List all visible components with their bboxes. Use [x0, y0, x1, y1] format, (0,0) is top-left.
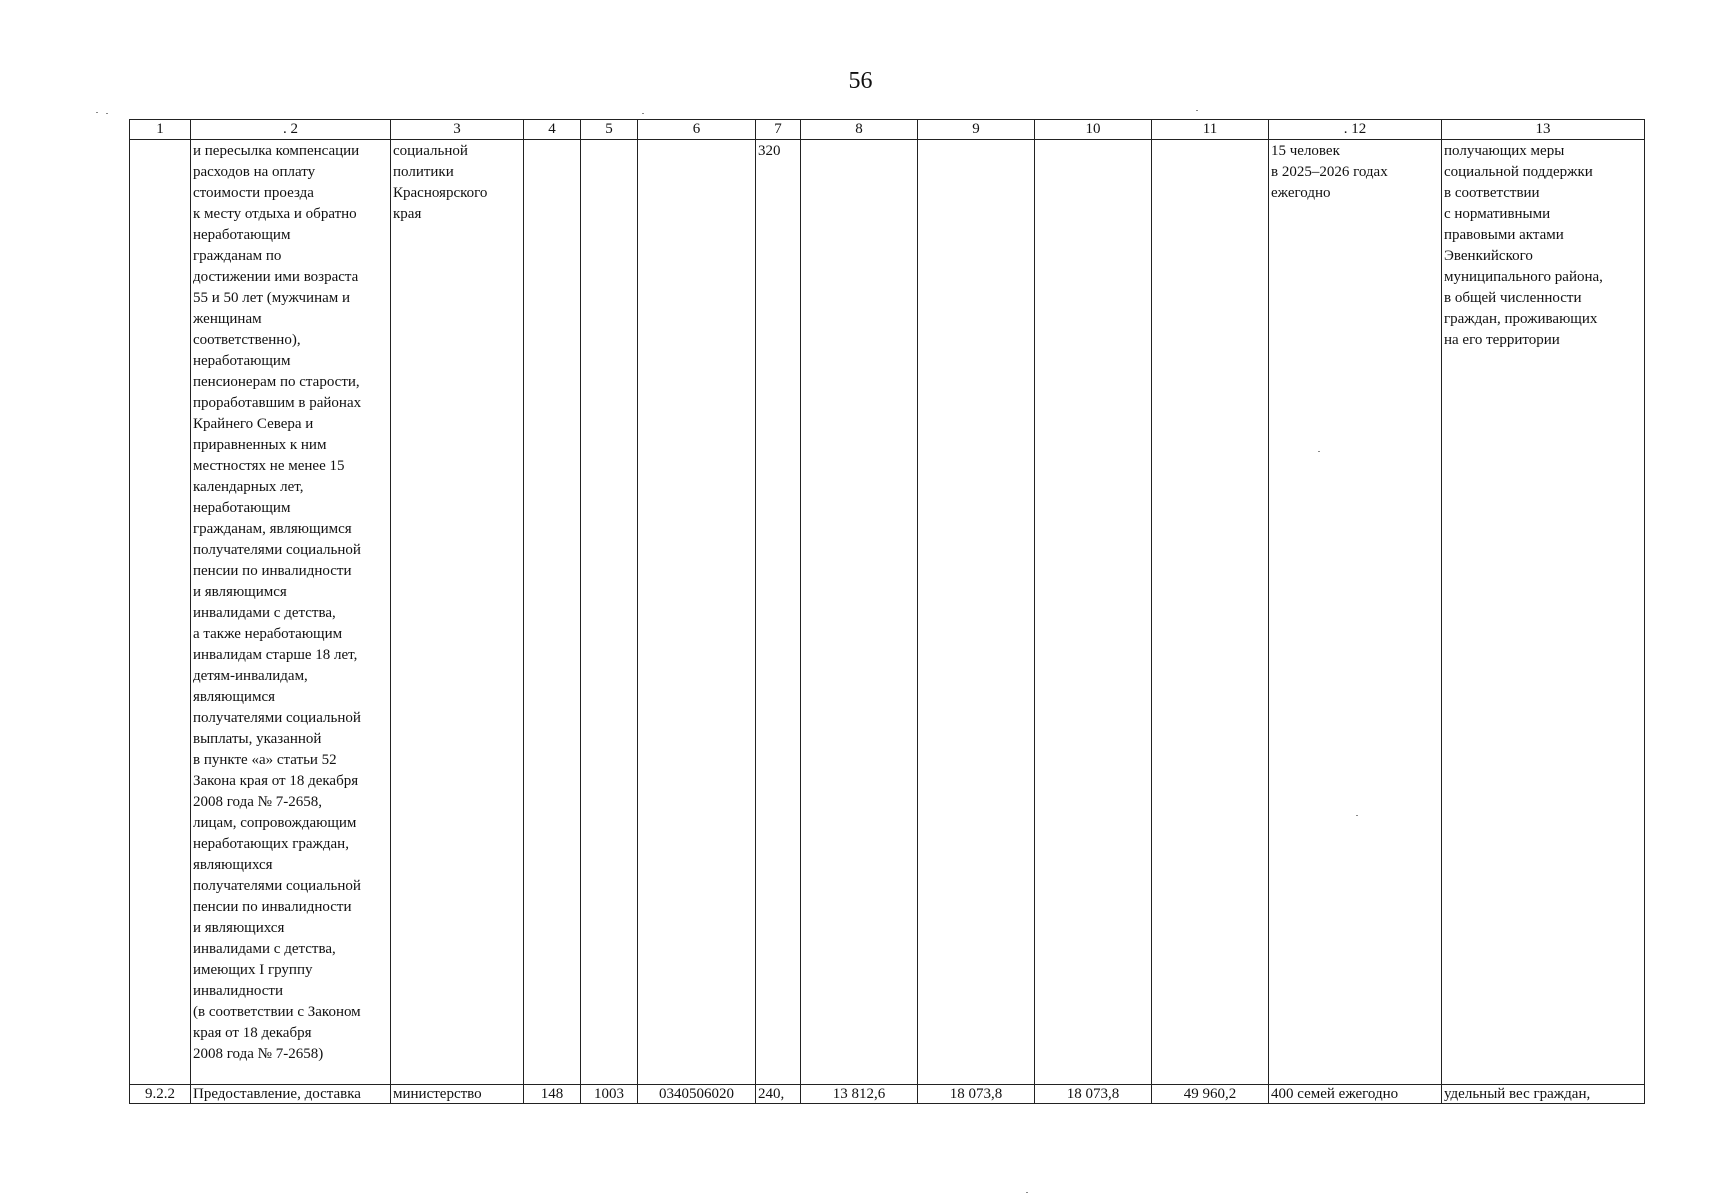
cell-col4	[524, 140, 581, 1085]
cell-expected-result: 400 семей ежегодно	[1269, 1085, 1442, 1104]
cell-item-number: 9.2.2	[130, 1085, 191, 1104]
header-cell-12: . 12	[1269, 120, 1442, 140]
table-row-9-2-2	[130, 1085, 1645, 1104]
cell-indicator: получающих меры социальной поддержки в соответствии с нормативными правовыми актами Эвенкийского муниципального района, в общей численности граждан, проживающих на его территории	[1442, 140, 1645, 1085]
header-cell-8: 8	[801, 120, 918, 140]
cell-target-article: 0340506020	[638, 1085, 756, 1104]
column-number-header-row	[130, 120, 1645, 140]
cell-amount-total: 49 960,2	[1152, 1085, 1269, 1104]
header-cell-9: 9	[918, 120, 1035, 140]
header-cell-6: 6	[638, 120, 756, 140]
cell-indicator: удельный вес граждан,	[1442, 1085, 1645, 1104]
cell-col8	[801, 140, 918, 1085]
cell-amount-col9: 18 073,8	[918, 1085, 1035, 1104]
scan-speck	[1356, 815, 1358, 816]
header-cell-7: 7	[756, 120, 801, 140]
cell-responsible-body: социальной политики Красноярского края	[391, 140, 524, 1085]
cell-activity-description: и пересылка компенсации расходов на оплату стоимости проезда к месту отдыха и обратно неработающим гражданам по достижении ими возраста 55 и 50 лет (мужчинам и женщинам соответственно), неработающим пенсионерам по старости, проработавшим в районах Крайнего Севера и приравненных к ним местностях не менее 15 календарных лет, неработающим гражданам, являющимся получателями социальной пенсии по инвалидности и являющимся инвалидами с детства, а также неработающим инвалидам старше 18 лет, детям-инвалидам, являющимся получателями социальной выплаты, указанной в пункте «а» статьи 52 Закона края от 18 декабря 2008 года № 7-2658, лицам, сопровождающим неработающих граждан, являющихся получателями социальной пенсии по инвалидности и являющихся инвалидами с детства, имеющих I группу инвалидности (в соответствии с Законом края от 18 декабря 2008 года № 7-2658)	[191, 140, 391, 1085]
cell-col5	[581, 140, 638, 1085]
cell-section-code: 1003	[581, 1085, 638, 1104]
table-row-continued	[130, 140, 1645, 1085]
scan-speck	[1026, 1192, 1028, 1193]
scan-speck	[1196, 110, 1198, 111]
cell-responsible-body: министерство	[391, 1085, 524, 1104]
cell-expected-result: 15 человек в 2025–2026 годах ежегодно	[1269, 140, 1442, 1085]
header-cell-11: 11	[1152, 120, 1269, 140]
cell-grbs-code: 148	[524, 1085, 581, 1104]
cell-col11	[1152, 140, 1269, 1085]
header-cell-1: 1	[130, 120, 191, 140]
cell-col6	[638, 140, 756, 1085]
cell-amount-col10: 18 073,8	[1035, 1085, 1152, 1104]
program-activities-table	[129, 119, 1645, 1104]
cell-expense-type: 240,	[756, 1085, 801, 1104]
cell-item-number	[130, 140, 191, 1085]
header-cell-3: 3	[391, 120, 524, 140]
cell-expense-type: 320	[756, 140, 801, 1085]
cell-activity-description: Предоставление, доставка	[191, 1085, 391, 1104]
scan-speck	[642, 113, 644, 114]
header-cell-2: . 2	[191, 120, 391, 140]
header-cell-13: 13	[1442, 120, 1645, 140]
scan-speck	[1318, 451, 1320, 452]
page-number: 56	[848, 68, 873, 94]
scan-speck	[96, 112, 98, 113]
header-cell-4: 4	[524, 120, 581, 140]
header-cell-5: 5	[581, 120, 638, 140]
cell-col9	[918, 140, 1035, 1085]
scan-speck	[106, 113, 108, 114]
cell-col10	[1035, 140, 1152, 1085]
header-cell-10: 10	[1035, 120, 1152, 140]
cell-amount-col8: 13 812,6	[801, 1085, 918, 1104]
